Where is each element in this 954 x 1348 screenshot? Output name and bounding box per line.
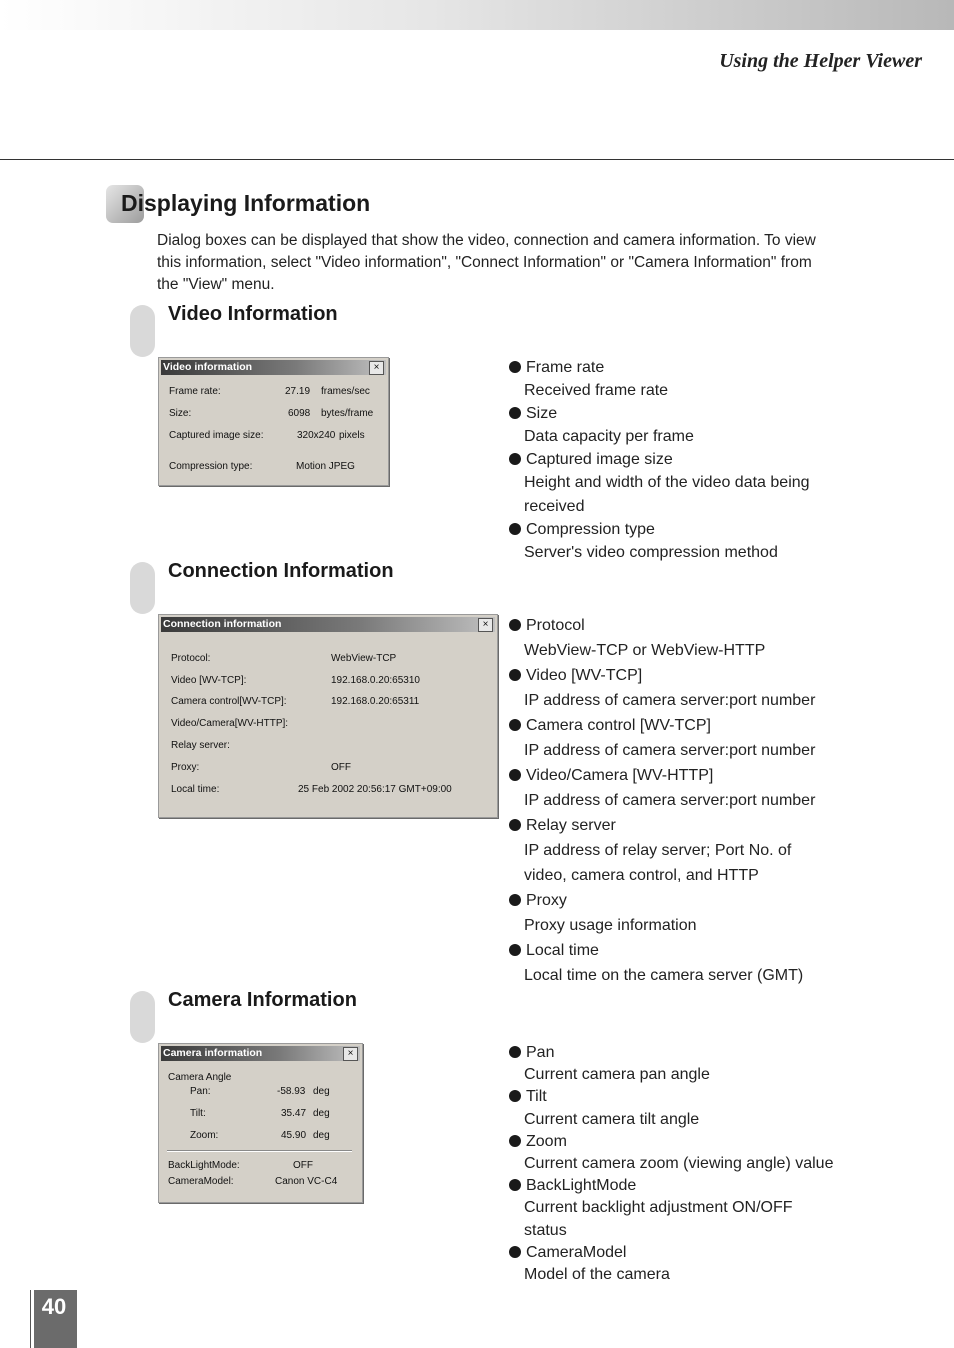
dialog-titlebar [161,1046,360,1061]
close-icon[interactable]: × [478,618,493,632]
bullet-desc: Model of the camera [524,1266,670,1284]
bullet-desc: Local time on the camera server (GMT) [524,967,804,984]
field-label: BackLightMode: [168,1160,240,1171]
bullet-term: Pan [509,1042,833,1064]
bullet-dot-icon [509,407,521,419]
bullet-term: BackLightMode [509,1175,833,1197]
field-value: Motion JPEG [296,461,355,472]
dialog-title: Video information [163,361,253,373]
bullet-dot-icon [509,894,521,906]
field-label: Pan: [190,1086,211,1097]
field-label: Compression type: [169,461,253,472]
bullet-dot-icon [509,361,521,373]
field-value: WebView-TCP [331,653,397,664]
bullet-term: Size [509,402,810,425]
dialog-title: Connection information [163,618,282,630]
field-value: 6098 [288,408,311,419]
subsection-tab-marker [130,305,155,357]
bullet-dot-icon [509,1135,521,1147]
chapter-title: Using the Helper Viewer [719,50,922,72]
bullet-desc: Server's video compression method [524,543,778,561]
dialog-body [159,1061,362,1202]
field-label: Video/Camera[WV-HTTP]: [171,718,289,729]
bullet-dot-icon [509,453,521,465]
camera-bullet-list [509,1042,833,1286]
page-number-rule [30,1290,31,1348]
bullet-desc: Received frame rate [524,382,669,400]
bullet-dot-icon [509,1090,521,1102]
field-label: Proxy: [171,762,200,773]
bullet-term: Local time [509,938,815,963]
bullet-term: Relay server [509,813,815,838]
field-value: 45.90 [281,1130,307,1141]
subsection-tab-marker [130,991,155,1043]
dialog-body [159,375,388,485]
bullet-desc: Current backlight adjustment ON/OFF [524,1199,793,1217]
field-unit: deg [313,1130,330,1141]
close-icon[interactable]: × [343,1047,358,1061]
connection-info-dialog [158,614,498,818]
field-label: Captured image size: [169,430,264,441]
bullet-desc: IP address of camera server:port number [524,742,816,759]
intro-line: the "View" menu. [157,276,275,293]
group-label: Camera Angle [168,1072,232,1083]
bullet-dot-icon [509,944,521,956]
field-unit: bytes/frame [321,408,374,419]
field-label: CameraModel: [168,1176,234,1187]
bullet-desc: Height and width of the video data being [524,474,810,492]
field-label: Tilt: [190,1108,206,1119]
dialog-body [159,632,497,817]
camera-info-heading: Camera Information [168,989,357,1011]
bullet-desc: video, camera control, and HTTP [524,867,759,884]
connection-bullet-list [509,613,815,988]
bullet-dot-icon [509,619,521,631]
field-label: Frame rate: [169,386,221,397]
intro-paragraph [157,230,847,296]
bullet-desc: Current camera zoom (viewing angle) value [524,1155,834,1173]
field-label: Camera control[WV-TCP]: [171,696,287,707]
connection-info-heading: Connection Information [168,560,394,582]
bullet-term: Proxy [509,888,815,913]
video-info-heading: Video Information [168,303,338,325]
field-value: 320x240 [297,430,336,441]
field-value: OFF [331,762,351,773]
bullet-desc: Current camera tilt angle [524,1110,700,1128]
bullet-term: Compression type [509,518,810,541]
field-value: OFF [293,1160,313,1171]
field-value: 192.168.0.20:65310 [331,675,420,686]
field-value: 35.47 [281,1108,307,1119]
dialog-titlebar [161,360,386,375]
bullet-dot-icon [509,769,521,781]
bullet-desc: status [524,1221,567,1239]
dialog-separator [167,1150,352,1152]
top-gradient-bar [0,0,954,30]
bullet-term: Frame rate [509,356,810,379]
section-heading: Displaying Information [121,190,371,216]
bullet-dot-icon [509,523,521,535]
page-number: 40 [41,1294,67,1319]
field-label: Relay server: [171,740,230,751]
bullet-desc: IP address of relay server; Port No. of [524,842,792,859]
bullet-desc: WebView-TCP or WebView-HTTP [524,642,766,659]
bullet-desc: Proxy usage information [524,917,697,934]
bullet-dot-icon [509,1246,521,1258]
video-info-dialog [158,357,389,486]
bullet-dot-icon [509,1046,521,1058]
dialog-titlebar [161,617,495,632]
field-value: -58.93 [277,1086,306,1097]
field-value: 192.168.0.20:65311 [331,696,420,707]
field-value: 25 Feb 2002 20:56:17 GMT+09:00 [298,784,452,795]
subsection-tab-marker [130,562,155,614]
video-bullet-list [509,356,810,564]
bullet-dot-icon [509,819,521,831]
bullet-desc: Data capacity per frame [524,428,694,446]
bullet-term: CameraModel [509,1242,833,1264]
dialog-title: Camera information [163,1047,263,1059]
header-rule [0,159,954,160]
field-label: Zoom: [190,1130,219,1141]
bullet-term: Video/Camera [WV-HTTP] [509,763,815,788]
field-value: Canon VC-C4 [275,1176,338,1187]
camera-info-dialog [158,1043,363,1203]
intro-line: this information, select "Video information", "Connect Information" or "Camera Information" from [157,254,812,271]
bullet-term: Captured image size [509,448,810,471]
field-unit: pixels [339,430,365,441]
close-icon[interactable]: × [369,361,384,375]
field-unit: deg [313,1086,330,1097]
field-label: Video [WV-TCP]: [171,675,247,686]
bullet-desc: IP address of camera server:port number [524,692,816,709]
bullet-desc: IP address of camera server:port number [524,792,816,809]
bullet-dot-icon [509,1179,521,1191]
bullet-term: Camera control [WV-TCP] [509,713,815,738]
bullet-term: Tilt [509,1086,833,1108]
bullet-term: Zoom [509,1131,833,1153]
bullet-dot-icon [509,669,521,681]
field-label: Local time: [171,784,220,795]
bullet-desc: received [524,497,585,515]
bullet-term: Video [WV-TCP] [509,663,815,688]
intro-line: Dialog boxes can be displayed that show the video, connection and camera information. To view [157,232,816,249]
bullet-desc: Current camera pan angle [524,1066,710,1084]
field-unit: frames/sec [321,386,370,397]
field-unit: deg [313,1108,330,1119]
bullet-dot-icon [509,719,521,731]
field-label: Protocol: [171,653,211,664]
bullet-term: Protocol [509,613,815,638]
field-value: 27.19 [285,386,311,397]
field-label: Size: [169,408,192,419]
